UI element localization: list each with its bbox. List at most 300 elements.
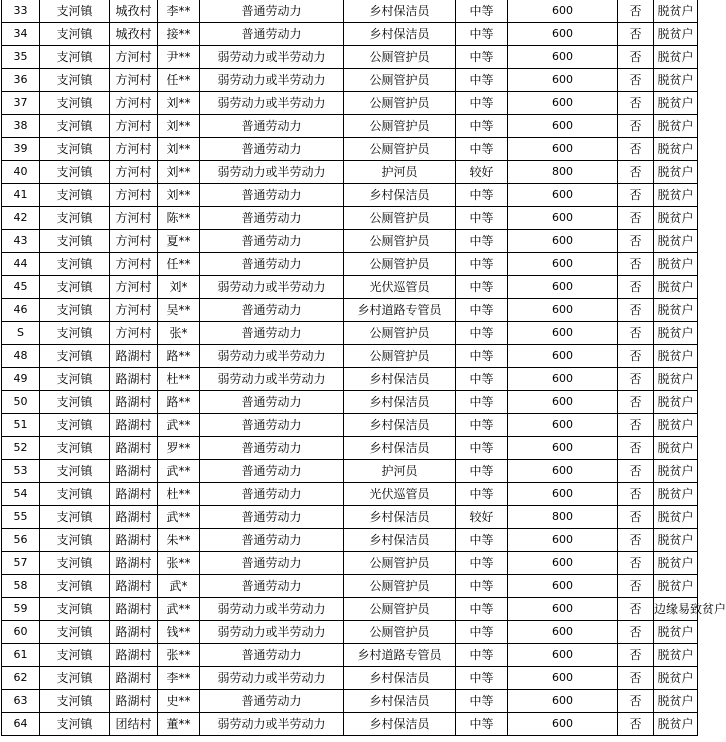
seq-cell: 36 [2, 69, 40, 92]
town-cell: 支河镇 [40, 483, 110, 506]
seq-cell: 59 [2, 598, 40, 621]
amount-cell: 600 [508, 391, 618, 414]
village-cell: 城孜村 [110, 23, 158, 46]
village-cell: 团结村 [110, 713, 158, 736]
town-cell: 支河镇 [40, 506, 110, 529]
seq-cell: 61 [2, 644, 40, 667]
household-type-cell: 脱贫户 [654, 69, 698, 92]
position-cell: 乡村道路专管员 [344, 644, 456, 667]
seq-cell: 43 [2, 230, 40, 253]
table-body [2, 0, 726, 736]
amount-cell: 600 [508, 437, 618, 460]
household-type-cell: 脱贫户 [654, 184, 698, 207]
rating-cell: 中等 [456, 483, 508, 506]
town-cell: 支河镇 [40, 253, 110, 276]
town-cell: 支河镇 [40, 92, 110, 115]
household-type-cell: 脱贫户 [654, 92, 698, 115]
seq-cell: 50 [2, 391, 40, 414]
table-row [2, 414, 698, 437]
rating-cell: 中等 [456, 69, 508, 92]
rating-cell: 中等 [456, 230, 508, 253]
amount-cell: 600 [508, 46, 618, 69]
rating-cell: 中等 [456, 621, 508, 644]
flag-cell: 否 [618, 667, 654, 690]
labor-type-cell: 弱劳动力或半劳动力 [200, 667, 344, 690]
amount-cell: 600 [508, 299, 618, 322]
table-row [2, 713, 698, 736]
seq-cell: S [2, 322, 40, 345]
labor-type-cell: 普通劳动力 [200, 529, 344, 552]
position-cell: 公厕管护员 [344, 138, 456, 161]
rating-cell: 中等 [456, 92, 508, 115]
name-cell: 陈** [158, 207, 200, 230]
position-cell: 乡村保洁员 [344, 23, 456, 46]
household-type-cell: 边缘易致贫户 [654, 598, 698, 621]
rating-cell: 中等 [456, 276, 508, 299]
table-row [2, 575, 698, 598]
household-type-cell: 脱贫户 [654, 161, 698, 184]
rating-cell: 中等 [456, 598, 508, 621]
table-row [2, 161, 698, 184]
household-type-cell: 脱贫户 [654, 138, 698, 161]
household-type-cell: 脱贫户 [654, 552, 698, 575]
position-cell: 护河员 [344, 161, 456, 184]
town-cell: 支河镇 [40, 23, 110, 46]
flag-cell: 否 [618, 391, 654, 414]
village-cell: 路湖村 [110, 529, 158, 552]
town-cell: 支河镇 [40, 207, 110, 230]
rating-cell: 中等 [456, 690, 508, 713]
rating-cell: 中等 [456, 460, 508, 483]
amount-cell: 600 [508, 138, 618, 161]
table-row [2, 460, 698, 483]
flag-cell: 否 [618, 644, 654, 667]
position-cell: 乡村保洁员 [344, 506, 456, 529]
labor-type-cell: 普通劳动力 [200, 644, 344, 667]
name-cell: 刘** [158, 92, 200, 115]
name-cell: 尹** [158, 46, 200, 69]
position-cell: 公厕管护员 [344, 322, 456, 345]
household-type-cell: 脱贫户 [654, 0, 698, 23]
flag-cell: 否 [618, 0, 654, 23]
position-cell: 公厕管护员 [344, 207, 456, 230]
seq-cell: 62 [2, 667, 40, 690]
household-type-cell: 脱贫户 [654, 23, 698, 46]
name-cell: 刘** [158, 115, 200, 138]
position-cell: 公厕管护员 [344, 69, 456, 92]
data-table [1, 0, 726, 736]
amount-cell: 600 [508, 230, 618, 253]
amount-cell: 600 [508, 345, 618, 368]
rating-cell: 中等 [456, 529, 508, 552]
rating-cell: 中等 [456, 253, 508, 276]
town-cell: 支河镇 [40, 667, 110, 690]
seq-cell: 52 [2, 437, 40, 460]
labor-type-cell: 普通劳动力 [200, 207, 344, 230]
labor-type-cell: 弱劳动力或半劳动力 [200, 161, 344, 184]
flag-cell: 否 [618, 368, 654, 391]
position-cell: 乡村保洁员 [344, 667, 456, 690]
town-cell: 支河镇 [40, 345, 110, 368]
village-cell: 路湖村 [110, 621, 158, 644]
amount-cell: 800 [508, 161, 618, 184]
rating-cell: 中等 [456, 115, 508, 138]
town-cell: 支河镇 [40, 460, 110, 483]
position-cell: 公厕管护员 [344, 92, 456, 115]
name-cell: 武** [158, 460, 200, 483]
name-cell: 李** [158, 667, 200, 690]
household-type-cell: 脱贫户 [654, 391, 698, 414]
household-type-cell: 脱贫户 [654, 207, 698, 230]
flag-cell: 否 [618, 690, 654, 713]
village-cell: 路湖村 [110, 437, 158, 460]
village-cell: 路湖村 [110, 598, 158, 621]
amount-cell: 600 [508, 207, 618, 230]
labor-type-cell: 普通劳动力 [200, 391, 344, 414]
amount-cell: 600 [508, 690, 618, 713]
name-cell: 张* [158, 322, 200, 345]
name-cell: 杜** [158, 368, 200, 391]
name-cell: 武** [158, 598, 200, 621]
rating-cell: 中等 [456, 437, 508, 460]
position-cell: 公厕管护员 [344, 46, 456, 69]
name-cell: 朱** [158, 529, 200, 552]
amount-cell: 600 [508, 621, 618, 644]
town-cell: 支河镇 [40, 161, 110, 184]
position-cell: 乡村保洁员 [344, 0, 456, 23]
name-cell: 钱** [158, 621, 200, 644]
flag-cell: 否 [618, 138, 654, 161]
amount-cell: 600 [508, 0, 618, 23]
labor-type-cell: 弱劳动力或半劳动力 [200, 598, 344, 621]
village-cell: 路湖村 [110, 575, 158, 598]
position-cell: 乡村保洁员 [344, 690, 456, 713]
labor-type-cell: 普通劳动力 [200, 506, 344, 529]
position-cell: 乡村保洁员 [344, 184, 456, 207]
household-type-cell: 脱贫户 [654, 345, 698, 368]
labor-type-cell: 普通劳动力 [200, 460, 344, 483]
table-row [2, 253, 698, 276]
village-cell: 路湖村 [110, 483, 158, 506]
village-cell: 路湖村 [110, 506, 158, 529]
village-cell: 方河村 [110, 46, 158, 69]
town-cell: 支河镇 [40, 138, 110, 161]
household-type-cell: 脱贫户 [654, 437, 698, 460]
town-cell: 支河镇 [40, 184, 110, 207]
town-cell: 支河镇 [40, 46, 110, 69]
rating-cell: 中等 [456, 345, 508, 368]
flag-cell: 否 [618, 230, 654, 253]
position-cell: 乡村保洁员 [344, 437, 456, 460]
amount-cell: 600 [508, 276, 618, 299]
seq-cell: 48 [2, 345, 40, 368]
rating-cell: 中等 [456, 391, 508, 414]
household-type-cell: 脱贫户 [654, 506, 698, 529]
amount-cell: 600 [508, 460, 618, 483]
table-row [2, 506, 698, 529]
labor-type-cell: 弱劳动力或半劳动力 [200, 368, 344, 391]
village-cell: 路湖村 [110, 345, 158, 368]
table-row [2, 667, 698, 690]
flag-cell: 否 [618, 299, 654, 322]
rating-cell: 中等 [456, 552, 508, 575]
table-row [2, 230, 698, 253]
town-cell: 支河镇 [40, 414, 110, 437]
seq-cell: 51 [2, 414, 40, 437]
name-cell: 武** [158, 506, 200, 529]
seq-cell: 42 [2, 207, 40, 230]
rating-cell: 中等 [456, 414, 508, 437]
name-cell: 史** [158, 690, 200, 713]
rating-cell: 中等 [456, 368, 508, 391]
town-cell: 支河镇 [40, 276, 110, 299]
labor-type-cell: 普通劳动力 [200, 0, 344, 23]
seq-cell: 34 [2, 23, 40, 46]
position-cell: 公厕管护员 [344, 552, 456, 575]
village-cell: 路湖村 [110, 391, 158, 414]
amount-cell: 800 [508, 506, 618, 529]
name-cell: 武* [158, 575, 200, 598]
position-cell: 乡村保洁员 [344, 368, 456, 391]
name-cell: 张** [158, 644, 200, 667]
rating-cell: 中等 [456, 299, 508, 322]
household-type-cell: 脱贫户 [654, 529, 698, 552]
flag-cell: 否 [618, 575, 654, 598]
village-cell: 路湖村 [110, 460, 158, 483]
household-type-cell: 脱贫户 [654, 713, 698, 736]
village-cell: 方河村 [110, 253, 158, 276]
labor-type-cell: 普通劳动力 [200, 690, 344, 713]
flag-cell: 否 [618, 713, 654, 736]
seq-cell: 39 [2, 138, 40, 161]
name-cell: 路** [158, 345, 200, 368]
household-type-cell: 脱贫户 [654, 115, 698, 138]
amount-cell: 600 [508, 414, 618, 437]
seq-cell: 64 [2, 713, 40, 736]
flag-cell: 否 [618, 414, 654, 437]
labor-type-cell: 普通劳动力 [200, 322, 344, 345]
labor-type-cell: 普通劳动力 [200, 138, 344, 161]
village-cell: 路湖村 [110, 552, 158, 575]
table-row [2, 391, 698, 414]
position-cell: 公厕管护员 [344, 575, 456, 598]
town-cell: 支河镇 [40, 69, 110, 92]
seq-cell: 38 [2, 115, 40, 138]
rating-cell: 中等 [456, 713, 508, 736]
rating-cell: 中等 [456, 575, 508, 598]
village-cell: 方河村 [110, 115, 158, 138]
table-row [2, 437, 698, 460]
amount-cell: 600 [508, 575, 618, 598]
town-cell: 支河镇 [40, 230, 110, 253]
position-cell: 公厕管护员 [344, 598, 456, 621]
labor-type-cell: 普通劳动力 [200, 184, 344, 207]
labor-type-cell: 弱劳动力或半劳动力 [200, 621, 344, 644]
amount-cell: 600 [508, 552, 618, 575]
household-type-cell: 脱贫户 [654, 322, 698, 345]
amount-cell: 600 [508, 529, 618, 552]
labor-type-cell: 普通劳动力 [200, 230, 344, 253]
name-cell: 刘** [158, 184, 200, 207]
table-row [2, 92, 698, 115]
table-row [2, 46, 698, 69]
seq-cell: 45 [2, 276, 40, 299]
household-type-cell: 脱贫户 [654, 644, 698, 667]
village-cell: 路湖村 [110, 667, 158, 690]
amount-cell: 600 [508, 115, 618, 138]
name-cell: 杜** [158, 483, 200, 506]
village-cell: 方河村 [110, 184, 158, 207]
position-cell: 公厕管护员 [344, 115, 456, 138]
table-row [2, 299, 698, 322]
name-cell: 罗** [158, 437, 200, 460]
village-cell: 方河村 [110, 276, 158, 299]
name-cell: 夏** [158, 230, 200, 253]
town-cell: 支河镇 [40, 368, 110, 391]
name-cell: 武** [158, 414, 200, 437]
position-cell: 乡村道路专管员 [344, 299, 456, 322]
flag-cell: 否 [618, 345, 654, 368]
seq-cell: 35 [2, 46, 40, 69]
town-cell: 支河镇 [40, 299, 110, 322]
amount-cell: 600 [508, 23, 618, 46]
position-cell: 乡村保洁员 [344, 391, 456, 414]
flag-cell: 否 [618, 437, 654, 460]
rating-cell: 较好 [456, 161, 508, 184]
seq-cell: 55 [2, 506, 40, 529]
rating-cell: 中等 [456, 184, 508, 207]
position-cell: 护河员 [344, 460, 456, 483]
amount-cell: 600 [508, 322, 618, 345]
flag-cell: 否 [618, 115, 654, 138]
amount-cell: 600 [508, 483, 618, 506]
town-cell: 支河镇 [40, 0, 110, 23]
village-cell: 路湖村 [110, 368, 158, 391]
village-cell: 路湖村 [110, 414, 158, 437]
rating-cell: 中等 [456, 667, 508, 690]
town-cell: 支河镇 [40, 529, 110, 552]
town-cell: 支河镇 [40, 115, 110, 138]
name-cell: 张** [158, 552, 200, 575]
table-row [2, 368, 698, 391]
table-row [2, 138, 698, 161]
village-cell: 路湖村 [110, 690, 158, 713]
amount-cell: 600 [508, 713, 618, 736]
rating-cell: 中等 [456, 322, 508, 345]
flag-cell: 否 [618, 483, 654, 506]
labor-type-cell: 普通劳动力 [200, 552, 344, 575]
position-cell: 光伏巡管员 [344, 483, 456, 506]
table-row [2, 0, 698, 23]
labor-type-cell: 弱劳动力或半劳动力 [200, 46, 344, 69]
amount-cell: 600 [508, 368, 618, 391]
village-cell: 路湖村 [110, 644, 158, 667]
name-cell: 接** [158, 23, 200, 46]
town-cell: 支河镇 [40, 575, 110, 598]
table-row [2, 621, 698, 644]
flag-cell: 否 [618, 184, 654, 207]
household-type-cell: 脱贫户 [654, 575, 698, 598]
seq-cell: 44 [2, 253, 40, 276]
flag-cell: 否 [618, 69, 654, 92]
seq-cell: 57 [2, 552, 40, 575]
labor-type-cell: 弱劳动力或半劳动力 [200, 345, 344, 368]
seq-cell: 46 [2, 299, 40, 322]
town-cell: 支河镇 [40, 322, 110, 345]
amount-cell: 600 [508, 598, 618, 621]
table-row [2, 115, 698, 138]
position-cell: 光伏巡管员 [344, 276, 456, 299]
amount-cell: 600 [508, 92, 618, 115]
name-cell: 李** [158, 0, 200, 23]
labor-type-cell: 普通劳动力 [200, 575, 344, 598]
flag-cell: 否 [618, 460, 654, 483]
household-type-cell: 脱贫户 [654, 253, 698, 276]
name-cell: 任** [158, 69, 200, 92]
seq-cell: 37 [2, 92, 40, 115]
labor-type-cell: 弱劳动力或半劳动力 [200, 276, 344, 299]
household-type-cell: 脱贫户 [654, 368, 698, 391]
position-cell: 公厕管护员 [344, 253, 456, 276]
seq-cell: 40 [2, 161, 40, 184]
name-cell: 董** [158, 713, 200, 736]
amount-cell: 600 [508, 667, 618, 690]
flag-cell: 否 [618, 322, 654, 345]
flag-cell: 否 [618, 23, 654, 46]
name-cell: 刘** [158, 161, 200, 184]
table-row [2, 644, 698, 667]
table-row [2, 345, 698, 368]
household-type-cell: 脱贫户 [654, 690, 698, 713]
village-cell: 方河村 [110, 69, 158, 92]
amount-cell: 600 [508, 253, 618, 276]
position-cell: 乡村保洁员 [344, 529, 456, 552]
village-cell: 方河村 [110, 161, 158, 184]
labor-type-cell: 普通劳动力 [200, 299, 344, 322]
name-cell: 路** [158, 391, 200, 414]
household-type-cell: 脱贫户 [654, 483, 698, 506]
name-cell: 吴** [158, 299, 200, 322]
household-type-cell: 脱贫户 [654, 299, 698, 322]
table-row [2, 23, 698, 46]
amount-cell: 600 [508, 69, 618, 92]
seq-cell: 49 [2, 368, 40, 391]
position-cell: 乡村保洁员 [344, 414, 456, 437]
town-cell: 支河镇 [40, 621, 110, 644]
flag-cell: 否 [618, 92, 654, 115]
table-row [2, 598, 698, 621]
village-cell: 方河村 [110, 322, 158, 345]
rating-cell: 中等 [456, 138, 508, 161]
name-cell: 任** [158, 253, 200, 276]
village-cell: 方河村 [110, 138, 158, 161]
table-row [2, 184, 698, 207]
flag-cell: 否 [618, 46, 654, 69]
amount-cell: 600 [508, 184, 618, 207]
name-cell: 刘** [158, 138, 200, 161]
labor-type-cell: 弱劳动力或半劳动力 [200, 92, 344, 115]
town-cell: 支河镇 [40, 552, 110, 575]
seq-cell: 33 [2, 0, 40, 23]
flag-cell: 否 [618, 207, 654, 230]
household-type-cell: 脱贫户 [654, 667, 698, 690]
table-row [2, 690, 698, 713]
table-row [2, 529, 698, 552]
village-cell: 方河村 [110, 207, 158, 230]
flag-cell: 否 [618, 506, 654, 529]
position-cell: 公厕管护员 [344, 345, 456, 368]
labor-type-cell: 弱劳动力或半劳动力 [200, 713, 344, 736]
